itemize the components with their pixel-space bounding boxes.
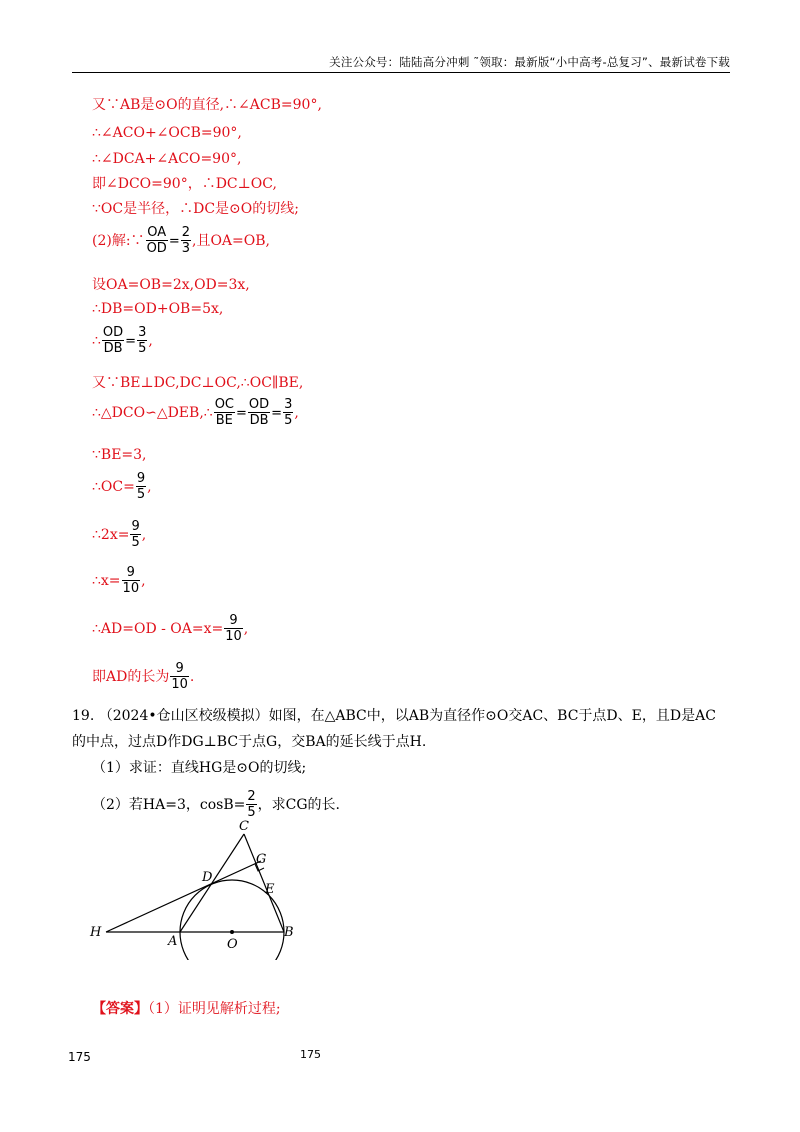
fraction-3-5: [283, 398, 293, 428]
part2-suffix: ,且OA=OB,: [192, 233, 270, 249]
page-number-left: 175: [68, 1050, 91, 1064]
frac-num: 9: [224, 614, 243, 629]
fraction-9-10: [224, 614, 243, 644]
set-line: 设OA=OB=2x,OD=3x,: [92, 277, 250, 293]
question-number: 19.: [72, 708, 95, 724]
ad-length-suffix: .: [189, 669, 195, 685]
frac-num: OD: [248, 397, 270, 412]
solution-line-4: 即∠DCO=90°，∴DC⊥OC,: [92, 176, 277, 192]
frac-den: 5: [131, 535, 140, 550]
label-g: G: [256, 852, 267, 867]
frac-den: DB: [103, 341, 123, 356]
label-c: C: [239, 819, 249, 834]
label-b: B: [284, 925, 294, 940]
similar-line: [92, 398, 299, 428]
label-d: D: [202, 870, 213, 885]
db-line: ∴DB=OD+OB=5x,: [92, 301, 224, 317]
od-db-suffix: ,: [148, 333, 153, 349]
oc-prefix: ∴OC=: [92, 479, 135, 495]
solution-line-5: ∵OC是半径，∴DC是⊙O的切线;: [92, 201, 299, 217]
frac-den: 5: [247, 805, 256, 820]
line-hg: [106, 861, 261, 932]
od-db-prefix: ∴: [92, 333, 101, 349]
frac-num: OD: [102, 325, 124, 340]
frac-num: 9: [122, 566, 141, 581]
x-line: [92, 566, 146, 596]
oc-line: [92, 472, 152, 502]
fraction-2-3: [181, 226, 191, 256]
frac-den: 5: [138, 341, 147, 356]
equals-sign: =: [168, 234, 180, 249]
frac-num: 9: [131, 519, 140, 534]
question-sub-1: （1）求证：直线HG是⊙O的切线;: [92, 760, 307, 776]
solution-line-3: ∴∠DCA+∠ACO=90°,: [92, 151, 242, 167]
ad-length-prefix: 即AD的长为: [92, 669, 170, 685]
question-text-1: （2024•仓山区校级模拟）如图，在△ABC中，以AB为直径作⊙O交AC、BC于点D、E，且D是AC: [98, 708, 716, 724]
equals-sign: =: [236, 406, 247, 421]
be-line: ∵BE=3,: [92, 447, 147, 463]
frac-den: 10: [171, 677, 188, 692]
fraction-od-db: [102, 326, 124, 356]
ad-line: [92, 614, 248, 644]
answer-text: （1）证明见解析过程;: [148, 1001, 281, 1017]
twox-prefix: ∴2x=: [92, 527, 130, 543]
frac-den: 10: [225, 629, 242, 644]
fraction-3-5: [137, 326, 147, 356]
frac-num: 2: [247, 789, 256, 804]
geometry-figure: [80, 815, 310, 960]
part2-prefix: (2)解:∵: [92, 233, 145, 249]
x-suffix: ,: [141, 573, 146, 589]
sub2-suffix: ，求CG的长.: [257, 797, 340, 813]
label-e: E: [265, 882, 275, 897]
frac-num: 3: [138, 325, 147, 340]
frac-num: 2: [181, 225, 190, 240]
od-db-line: [92, 326, 153, 356]
ad-suffix: ,: [243, 621, 249, 637]
equals-sign: =: [271, 406, 283, 421]
header-rule: [72, 72, 730, 73]
frac-den: 5: [284, 413, 293, 428]
center-dot: [230, 930, 234, 934]
equals-sign: =: [125, 334, 137, 349]
twox-suffix: ,: [141, 527, 147, 543]
frac-den: 5: [136, 487, 146, 502]
label-a: A: [168, 934, 178, 949]
frac-den: 10: [122, 581, 140, 596]
frac-num: 9: [136, 471, 146, 486]
fraction-od-db: [248, 398, 270, 428]
fraction-oc-be: [214, 398, 235, 428]
frac-den: BE: [215, 413, 233, 428]
ad-prefix: ∴AD=OD - OA=x=: [92, 621, 224, 637]
fraction-9-10: [170, 662, 189, 692]
question-line-1: [72, 706, 716, 726]
similar-prefix: ∴△DCO∽△DEB,∴: [92, 405, 213, 421]
fraction-oa-od: [146, 226, 168, 256]
frac-num: OA: [147, 225, 167, 240]
oc-suffix: ,: [147, 479, 152, 495]
page-header: 关注公众号：陆陆高分冲刺 ˜领取：最新版“小中高考-总复习”、最新试卷下载: [329, 55, 730, 69]
frac-den: 3: [181, 241, 190, 256]
fraction-9-5: [136, 472, 146, 502]
solution-line-2: ∴∠ACO+∠OCB=90°,: [92, 125, 242, 141]
question-line-2: 的中点，过点D作DG⊥BC于点G，交BA的延长线于点H.: [72, 734, 427, 750]
page-number-center: 175: [300, 1048, 321, 1061]
frac-num: 9: [170, 662, 189, 677]
fraction-9-5: [130, 520, 140, 550]
x-prefix: ∴x=: [92, 573, 121, 589]
parallel-line: 又∵BE⊥DC,DC⊥OC,∴OC∥BE,: [92, 375, 304, 391]
part2-line: [92, 226, 270, 256]
label-o: O: [227, 937, 238, 952]
answer-tag: 【答案】: [92, 1001, 148, 1017]
answer-line: [92, 998, 281, 1018]
sub2-prefix: （2）若HA=3，cosB=: [92, 797, 246, 813]
ad-length-line: [92, 662, 194, 692]
frac-num: OC: [214, 397, 234, 412]
twox-line: [92, 520, 146, 550]
fraction-9-10: [122, 566, 141, 596]
frac-den: OD: [146, 241, 167, 256]
similar-suffix: ,: [294, 405, 299, 421]
solution-line-1: 又∵AB是⊙O的直径,∴∠ACB=90°,: [92, 97, 322, 113]
frac-num: 3: [284, 397, 293, 412]
frac-den: DB: [249, 413, 269, 428]
label-h: H: [90, 925, 102, 940]
